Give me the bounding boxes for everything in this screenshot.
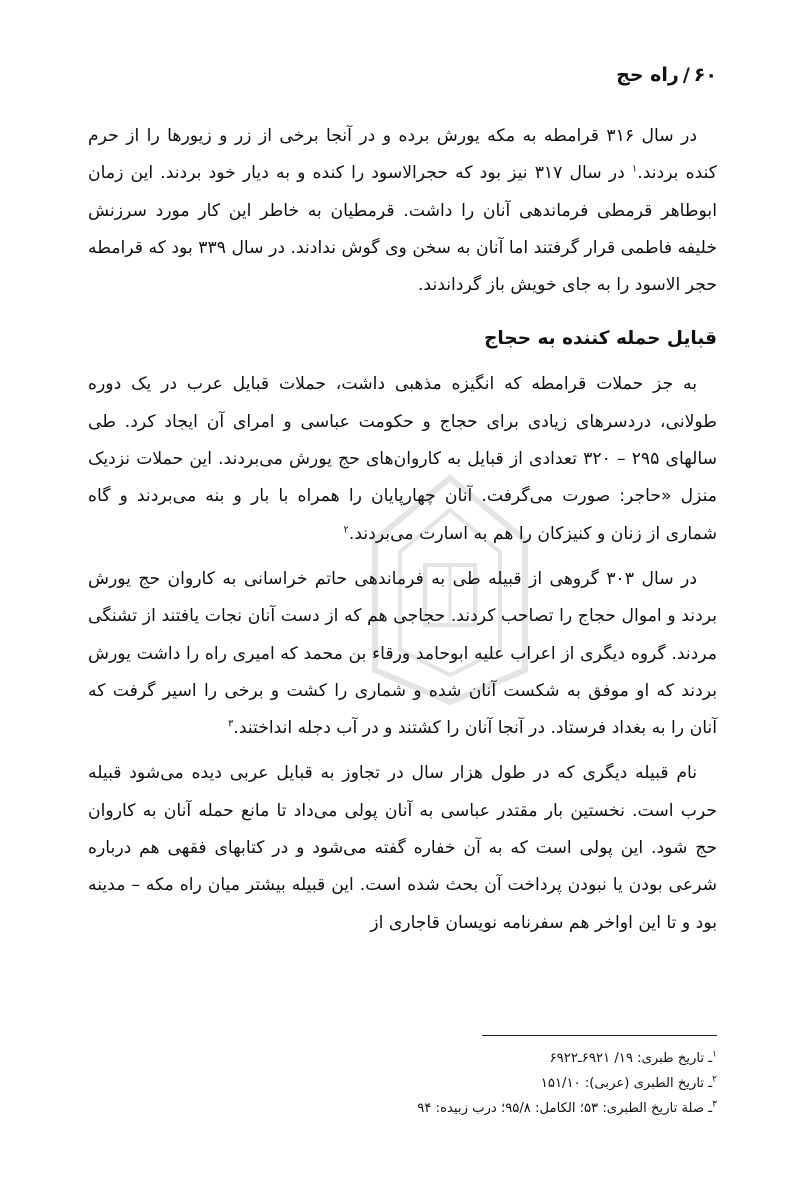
- footnote-1: [200, 1046, 717, 1071]
- footnote-number: ۲: [712, 1074, 717, 1085]
- footnote-text: ـ تاریخ طبری: ۱۹/ ۶۹۲۱ـ۶۹۲۲: [549, 1051, 713, 1066]
- paragraph-gap: [88, 747, 717, 755]
- paragraph-3-text: در سال ۳۰۳ گروهی از قبیله طی به فرماندهی حاتم خراسانی به کاروان حج یورش بردند و اموال حجاج را تصاحب کردند. حجاجی هم که از دست آنان نجات یافتند از تشنگی مردند. گروه دیگری از اعراب علیه ابوحامد ورقاء بن محمد که امیری راه را داشت یورش بردند که او موفق به شکست آنان شده و شماری را کشت و برخی را اسیر گرفت که آنان را به بغداد فرستاد. در آنجا آنان را کشتند و در آب دجله انداختند.: [88, 568, 717, 739]
- paragraph-4-text: نام قبیله دیگری که در طول هزار سال در تجاوز به قبایل عربی دیده می‌شود قبیله حرب است. نخستین بار مقتدر عباسی به آنان پولی می‌داد تا مانع حمله آنان به کاروان حج شود. این پولی است که به آن خفاره گفته می‌شود و در کتابهای فقهی هم درباره شرعی بودن یا نبودن پرداخت آن بحث شده است. این قبیله بیشتر میان راه مکه – مدینه بود و تا این اواخر هم سفرنامه نویسان قاجاری از: [88, 763, 717, 933]
- running-header: [616, 64, 717, 86]
- footnote-2: [200, 1071, 717, 1096]
- footnote-ref-1: ۱: [631, 163, 638, 175]
- book-title: راه حج: [616, 64, 679, 86]
- page-number: ۶۰: [693, 64, 717, 86]
- paragraph-2-text: به جز حملات قرامطه که انگیزه مذهبی داشت، حملات قبایل عرب در یک دوره طولانی، دردسرهای زیادی برای حجاج و حکومت عباسی و امرای آن ایجاد کرد. طی سالهای ۲۹۵ – ۳۲۰ تعدادی از قبایل به کاروان‌های حج یورش می‌بردند. این حملات نزدیک منزل «حاجر: صورت می‌گرفت. آنان چهارپایان را همراه با بار و بنه می‌بردند و گاه شماری از زنان و کنیزکان را هم به اسارت می‌بردند.: [88, 374, 718, 544]
- footnote-divider: [482, 1035, 717, 1036]
- footnote-ref-3: ۳: [227, 718, 234, 730]
- footnote-ref-2: ۲: [343, 523, 349, 535]
- paragraph-1-text-b: در سال ۳۱۷ نیز بود که حجرالاسود را کنده و به دیار خود بردند. این زمان ابوطاهر قرمطی فرماندهی آنان را داشت. قرمطیان به خاطر این کار مورد سرزنش خلیفه فاطمی قرار گرفتند اما آنان به سخن وی گوش ندادند. در سال ۳۳۹ بود که قرامطه حجر الاسود را به جای خویش باز گرداندند.: [88, 163, 717, 296]
- paragraph-gap: [88, 553, 717, 561]
- footnote-number: ۱: [712, 1049, 717, 1060]
- paragraph-1: [88, 118, 717, 304]
- main-text: [88, 118, 717, 942]
- header-separator: /: [682, 64, 690, 86]
- paragraph-2: [88, 366, 717, 552]
- paragraph-4: [88, 755, 717, 941]
- footnote-text: ـ تاریخ الطبری (عربی): ۱۵۱/۱۰: [540, 1076, 713, 1091]
- footnote-number: ۳: [712, 1099, 717, 1110]
- section-heading: قبایل حمله کننده به حجاج: [484, 328, 717, 350]
- footnotes: [200, 1046, 717, 1121]
- footnote-text: ـ صلة تاریخ الطبری: ۵۳؛ الکامل: ۹۵/۸؛ درب زبیده: ۹۴: [417, 1101, 713, 1116]
- paragraph-3: [88, 561, 717, 747]
- paragraph-1-text-a: در سال ۳۱۶ قرامطه به مکه یورش برده و در آنجا برخی از زر و زیورها را از حرم کنده بردند.: [88, 126, 717, 184]
- footnote-3: [200, 1096, 717, 1121]
